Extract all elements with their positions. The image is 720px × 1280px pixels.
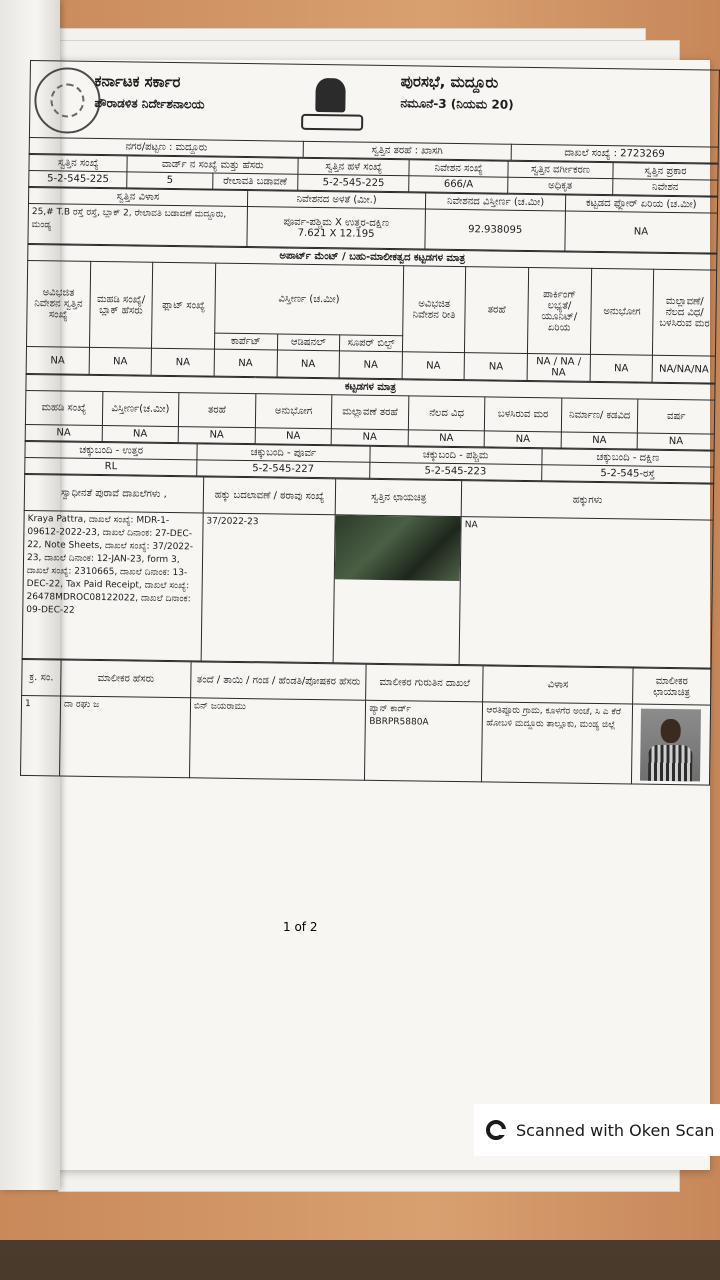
owner-address: ಆರತಿಪ್ಪೂರು ಗ್ರಾಮ, ಕೂಳಗೆರ ಅಂಚೆ, ಸಿ ಎ ಕೆರೆ ಹೋಬಳಿ ಮದ್ದೂರು ತಾಲ್ಲೂಕು, ಮಂಡ್ಯ ಜಿಲ್ಲೆ bbox=[482, 702, 633, 784]
bldg-val: NA bbox=[331, 429, 408, 446]
owner-id-type: ಪ್ಯಾನ್ ಕಾರ್ಡ್ bbox=[369, 703, 412, 715]
category-value: ಅಧಿಕೃತ bbox=[508, 177, 613, 194]
dims-measure: 7.621 X 12.195 bbox=[297, 227, 375, 240]
documents-table bbox=[22, 474, 715, 669]
building-table bbox=[25, 374, 716, 451]
old-no-header: ಸ್ವತ್ತಿನ ಹಳೆ ಸಂಖ್ಯೆ bbox=[298, 158, 410, 176]
oken-scan-logo-icon bbox=[486, 1120, 506, 1140]
apt-val: NA bbox=[402, 352, 465, 380]
prop-no-value: 5-2-545-225 bbox=[29, 170, 128, 187]
org-title: ಕರ್ನಾಟಕ ಸರ್ಕಾರ bbox=[94, 71, 181, 92]
header-left bbox=[30, 61, 271, 140]
apt-val: NA bbox=[339, 351, 402, 379]
prop-no-header: ಸ್ವತ್ತಿನ ಸಂಖ್ಯೆ bbox=[29, 154, 128, 171]
apt-val: NA bbox=[464, 353, 527, 381]
bldg-header: ಬಳಸಿರುವ ಮರ bbox=[485, 397, 562, 432]
owner-sno: 1 bbox=[21, 695, 61, 776]
building-title: ಕಟ್ಟಡಗಳ ಮಾತ್ರ bbox=[26, 374, 715, 400]
bldg-header: ವರ್ಷ bbox=[638, 399, 715, 434]
apt-col-5: ಆಡಿಷನಲ್ bbox=[277, 334, 340, 351]
bound-south-header: ಚಕ್ಕುಬಂದಿ - ದಕ್ಷಿಣ bbox=[542, 449, 714, 467]
bound-east-header: ಚಕ್ಕುಬಂದಿ - ಪೂರ್ವ bbox=[197, 444, 369, 462]
apartment-title: ಅಪಾರ್ಟ್ ಮೆಂಟ್ / ಬಹು-ಮಾಲೀಕತ್ವದ ಕಟ್ಟಡಗಳ ಮಾತ್ರ bbox=[28, 244, 717, 270]
bldg-header: ವಿಸ್ತೀರ್ಣ(ಚ.ಮೀ) bbox=[102, 392, 179, 427]
owner-addr-header: ವಿಳಾಸ bbox=[483, 666, 633, 704]
bound-east: 5-2-545-227 bbox=[197, 460, 369, 478]
kind-value: ನಿವೇಶನ bbox=[613, 179, 718, 196]
apt-val: NA bbox=[89, 347, 152, 375]
bldg-val: NA bbox=[102, 426, 179, 443]
property-photo bbox=[335, 515, 461, 581]
town-cell: ನಗರ/ಪಟ್ಟಣ : ಮದ್ದೂರು bbox=[29, 137, 303, 157]
scan-watermark-text: Scanned with Oken Scan bbox=[516, 1120, 715, 1140]
apt-col-7: ಅವಿಭಜಿತ ನಿವೇಶನ ರೀತಿ bbox=[402, 266, 466, 353]
category-header: ಸ್ವತ್ತಿನ ವರ್ಗೀಕರಣ bbox=[508, 161, 613, 178]
docs-value: Kraya Pattra, ದಾಖಲೆ ಸಂಖ್ಯೆ: MDR-1-09612-2022-23, ದಾಖಲೆ ದಿನಾಂಕ: 27-DEC-22, Note Sheets, ದಾಖಲೆ ಸಂಖ್ಯೆ: 37/2022-23, ದಾಖಲೆ ದಿನಾಂಕ: 12-JAN-23, form 3, ದಾಖಲೆ ಸಂಖ್ಯೆ: 2310665, ದಾಖಲೆ ದಿನಾಂಕ: 13-DEC-22, Tax Paid Receipt, ದಾಖಲೆ ಸಂಖ್ಯೆ: 26478MDROC08122022, ದಾಖಲೆ ದಿನಾಂಕ: 09-DEC-22 bbox=[22, 510, 203, 660]
builtup-value: NA bbox=[564, 211, 717, 253]
area-value: 92.938095 bbox=[425, 209, 565, 251]
apt-col-6: ಸೂಪರ್ ಬಿಲ್ಟ್ bbox=[340, 335, 403, 352]
bldg-header: ನಿರ್ಮಾಣ/ ಕಡವಿದ bbox=[561, 398, 638, 433]
apt-area-header: ವಿಸ್ತೀರ್ಣ (ಚ.ಮೀ) bbox=[215, 263, 404, 336]
bldg-val: NA bbox=[638, 433, 715, 450]
bldg-header: ತರಹೆ bbox=[178, 393, 255, 428]
entry-number-cell: ದಾಖಲೆ ಸಂಖ್ಯೆ : 2723269 bbox=[511, 144, 719, 163]
owner-father: ಬಿನ್ ಜಯರಾಮು bbox=[190, 698, 367, 780]
photo-header: ಸ್ವತ್ತಿನ ಛಾಯಚಿತ್ರ bbox=[336, 479, 462, 517]
bldg-val: NA bbox=[25, 424, 102, 441]
apt-col-11: ಮಲ್ಲಾವಣೆ/ನೆಲದ ವಿಧ/ಬಳಸಿರುವ ಮರ bbox=[653, 269, 717, 356]
owner-name: ದಾ ರಘು ಜ bbox=[60, 696, 191, 778]
rights-header: ಹಕ್ಕುಗಳು bbox=[461, 481, 713, 521]
municipal-seal-icon bbox=[34, 67, 101, 134]
area-header: ನಿವೇಶನದ ವಿಸ್ತೀರ್ಣ (ಚ.ಮೀ) bbox=[426, 193, 565, 211]
address-header: ಸ್ವತ್ತಿನ ವಿಳಾಸ bbox=[28, 187, 247, 206]
apt-col-9: ಪಾರ್ಕಿಂಗ್ ಲಭ್ಯತೆ/ಯೂನಿಟ್/ಏರಿಯ bbox=[527, 267, 591, 354]
old-no-value: 5-2-545-225 bbox=[298, 174, 410, 192]
rights-value: NA bbox=[459, 517, 713, 669]
dims-value bbox=[247, 207, 426, 249]
bldg-val: NA bbox=[178, 427, 255, 444]
bound-north-header: ಚಕ್ಕುಬಂದಿ - ಉತ್ತರ bbox=[25, 441, 197, 459]
bldg-val: NA bbox=[561, 432, 638, 449]
bound-south: 5-2-545-ರಸ್ತೆ bbox=[541, 465, 713, 483]
scan-watermark bbox=[474, 1104, 720, 1156]
apt-col-10: ಅನುಭೋಗ bbox=[590, 268, 654, 355]
owner-id-number: BBRPR5880A bbox=[369, 716, 429, 728]
apt-val: NA / NA / NA bbox=[527, 353, 590, 381]
bound-west-header: ಚಕ್ಕುಬಂದಿ - ಪಶ್ಚಿಮ bbox=[369, 446, 541, 464]
change-header: ಹಕ್ಕು ಬದಲಾವಣೆ / ಠರಾವು ಸಂಖ್ಯೆ bbox=[203, 477, 336, 515]
address-value: 25,# T.B ರಸ್ತೆ ರಸ್ತೆ, ಬ್ಲಾಕ್ 2, ರೇಲಾವತಿ ಬಡಾವಣೆ ಮದ್ದೂರು, ಮಂಡ್ಯ bbox=[28, 203, 247, 246]
kind-header: ಸ್ವತ್ತಿನ ಪ್ರಕಾರ bbox=[613, 163, 718, 180]
bound-north: RL bbox=[25, 457, 197, 475]
apt-val: NA bbox=[151, 348, 214, 376]
owner-father-header: ತಂದೆ / ತಾಯಿ / ಗಂಡ / ಹೆಂಡತಿ/ಪೋಷಕರ ಹೆಸರು bbox=[191, 662, 367, 700]
apt-val: NA/NA/NA bbox=[652, 355, 715, 383]
apartment-table bbox=[26, 244, 718, 384]
owner-photo-header: ಮಾಲೀಕರ ಛಾಯಾಚಿತ್ರ bbox=[633, 668, 712, 705]
form-header bbox=[29, 60, 720, 147]
apt-col-8: ತರಹೆ bbox=[465, 267, 529, 354]
apt-val: NA bbox=[590, 354, 653, 382]
owner-id bbox=[365, 700, 483, 782]
header-emblem bbox=[270, 64, 391, 142]
dims-header: ನಿವೇಶನದ ಅಳತೆ (ಮೀ.) bbox=[247, 191, 426, 209]
owner-table bbox=[20, 659, 712, 786]
form-number: ನಮೂನೆ-3 (ನಿಯಮ 20) bbox=[400, 96, 514, 112]
bldg-val: NA bbox=[484, 431, 561, 448]
dept-title: ಪೌರಾಡಳಿತ ನಿರ್ದೇಶನಾಲಯ bbox=[94, 95, 205, 112]
bldg-val: NA bbox=[408, 430, 485, 447]
change-value: 37/2022-23 bbox=[201, 513, 336, 663]
bound-west: 5-2-545-223 bbox=[369, 462, 541, 480]
docs-header: ಸ್ವಾಧೀನತೆ ಪುರಾವೆ ದಾಖಲೆಗಳು , bbox=[24, 474, 203, 512]
address-table bbox=[27, 187, 718, 254]
apt-val: NA bbox=[214, 349, 277, 377]
apt-val: NA bbox=[26, 346, 89, 374]
ward-name-value: ರೇಲಾವತಿ ಬಡಾವಣೆ bbox=[212, 173, 297, 190]
apt-val: NA bbox=[277, 350, 340, 378]
apt-col-2: ಮಹಡಿ ಸಂಖ್ಯೆ/ಬ್ಲಾಕ್ ಹೆಸರು bbox=[89, 261, 153, 348]
ward-no-value: 5 bbox=[127, 172, 212, 189]
bldg-header: ಮಹಡಿ ಸಂಖ್ಯೆ bbox=[25, 390, 102, 425]
owner-photo bbox=[640, 708, 701, 781]
header-right bbox=[390, 66, 719, 147]
property-type-cell: ಸ್ವತ್ತಿನ ತರಹೆ : ಖಾಸಗಿ bbox=[303, 141, 511, 160]
bldg-header: ಅನುಭೋಗ bbox=[255, 394, 332, 429]
municipality-name: ಪುರಸಭೆ, ಮದ್ದೂರು bbox=[400, 72, 499, 92]
owner-sno-header: ಕ್ರ. ಸಂ. bbox=[22, 659, 62, 696]
ward-header: ವಾರ್ಡ್ ನ ಸಂಖ್ಯೆ ಮತ್ತು ಹೆಸರು bbox=[127, 156, 298, 174]
bldg-header: ಮಲ್ಲಾವಣೆ ತರಹೆ bbox=[332, 395, 409, 430]
survey-value: 666/A bbox=[409, 176, 508, 193]
apt-col-1: ಅವಿಭಜಿತ ನಿವೇಶನ ಸ್ವತ್ತಿನ ಸಂಖ್ಯೆ bbox=[26, 260, 90, 347]
state-emblem-icon bbox=[299, 76, 362, 131]
owner-id-header: ಮಾಲೀಕರ ಗುರುತಿನ ದಾಖಲೆ bbox=[366, 664, 483, 702]
survey-header: ನಿವೇಶನ ಸಂಖ್ಯೆ bbox=[409, 160, 508, 177]
page-number: 1 of 2 bbox=[283, 920, 318, 934]
dims-direction: ಪೂರ್ವ-ಪಶ್ಚಿಮ X ಉತ್ತರ-ದಕ್ಷಿಣ bbox=[283, 216, 390, 229]
bldg-header: ನೆಲದ ವಿಧ bbox=[408, 396, 485, 431]
builtup-header: ಕಟ್ಟಡದ ಫ್ಲೋರ್ ಏರಿಯ (ಚ.ಮೀ) bbox=[565, 195, 718, 213]
bldg-val: NA bbox=[255, 428, 332, 445]
apt-col-3: ಫ್ಲಾಟ್ ಸಂಖ್ಯೆ bbox=[152, 262, 216, 349]
form-document bbox=[18, 60, 720, 900]
apt-col-4: ಕಾರ್ಪೆಟ್ bbox=[214, 333, 277, 350]
owner-name-header: ಮಾಲೀಕರ ಹೆಸರು bbox=[61, 660, 191, 698]
